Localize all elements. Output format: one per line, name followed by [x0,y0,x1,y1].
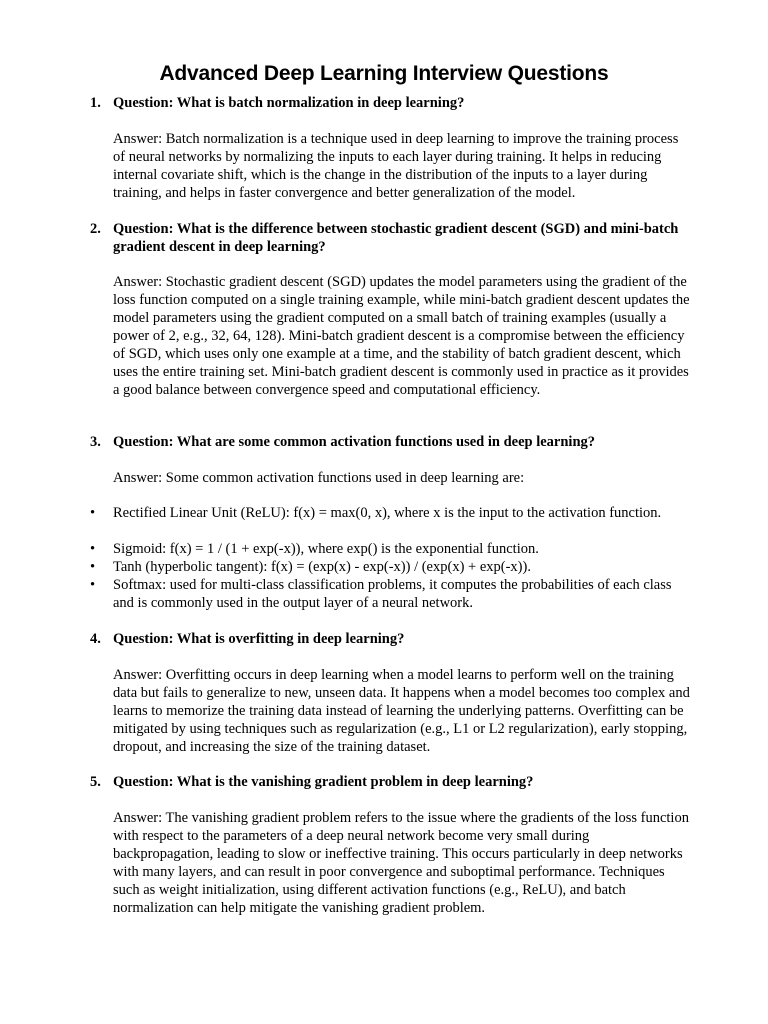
question-number: 4. [90,631,101,647]
question-text: Question: What are some common activation functions used in deep learning? [113,434,596,450]
page-title: Advanced Deep Learning Interview Questions [159,62,609,86]
question-text: Question: What is the difference between stochastic gradient descent (SGD) and mini-batch gradient descent in deep learning? [113,221,679,255]
bullet-icon: • [90,577,96,593]
answer-text: Answer: Stochastic gradient descent (SGD) updates the model parameters using the gradient of the loss function computed on a single training example, while mini-batch gradient descent updates the model parameters using the gradient computed on a small batch of training examples (usually a power of 2, e.g., 32, 64, 128). Mini-batch gradient descent is a compromise between the efficiency of SGD, which uses only one example at a time, and the stability of batch gradient descent, which uses the entire training set. Mini-batch gradient descent is commonly used in practice as it provides a good balance between convergence speed and computational efficiency. [113,274,690,398]
question-number: 5. [90,774,101,790]
bullet-icon: • [90,559,96,575]
answer-text: Answer: Batch normalization is a technique used in deep learning to improve the training process of neural networks by normalizing the inputs to each layer during training. It helps in reducing internal covariate shift, which is the change in the distribution of the inputs to a layer during training, and helps in faster convergence and better generalization of the model. [113,131,679,201]
bullet-text: Softmax: used for multi-class classification problems, it computes the probabilities of each class and is commonly used in the output layer of a neural network. [113,577,672,611]
answer-text: Answer: The vanishing gradient problem refers to the issue where the gradients of the loss function with respect to the parameters of a deep neural network become very small during backpropagation, leading to slow or ineffective training. This occurs particularly in deep networks with many layers, and can result in poor convergence and suboptimal performance. Techniques such as weight initialization, using different activation functions (e.g., ReLU), and batch normalization can help mitigate the vanishing gradient problem. [113,810,689,916]
bullet-icon: • [90,541,96,557]
bullet-text: Rectified Linear Unit (ReLU): f(x) = max(0, x), where x is the input to the activation function. [113,505,662,521]
bullet-text: Sigmoid: f(x) = 1 / (1 + exp(-x)), where exp() is the exponential function. [113,541,539,557]
question-number: 2. [90,221,101,237]
answer-text: Answer: Some common activation functions used in deep learning are: [113,470,525,486]
question-number: 3. [90,434,101,450]
question-text: Question: What is the vanishing gradient problem in deep learning? [113,774,534,790]
bullet-text: Tanh (hyperbolic tangent): f(x) = (exp(x) - exp(-x)) / (exp(x) + exp(-x)). [113,559,531,575]
question-text: Question: What is overfitting in deep learning? [113,631,405,647]
question-text: Question: What is batch normalization in deep learning? [113,95,465,111]
question-number: 1. [90,95,101,111]
bullet-icon: • [90,505,96,521]
answer-text: Answer: Overfitting occurs in deep learning when a model learns to perform well on the training data but fails to generalize to new, unseen data. It happens when a model becomes too complex and learns to memorize the training data instead of learning the underlying patterns. Overfitting can be mitigated by using techniques such as regularization (e.g., L1 or L2 regularization), early stopping, dropout, and increasing the size of the training dataset. [113,667,690,755]
